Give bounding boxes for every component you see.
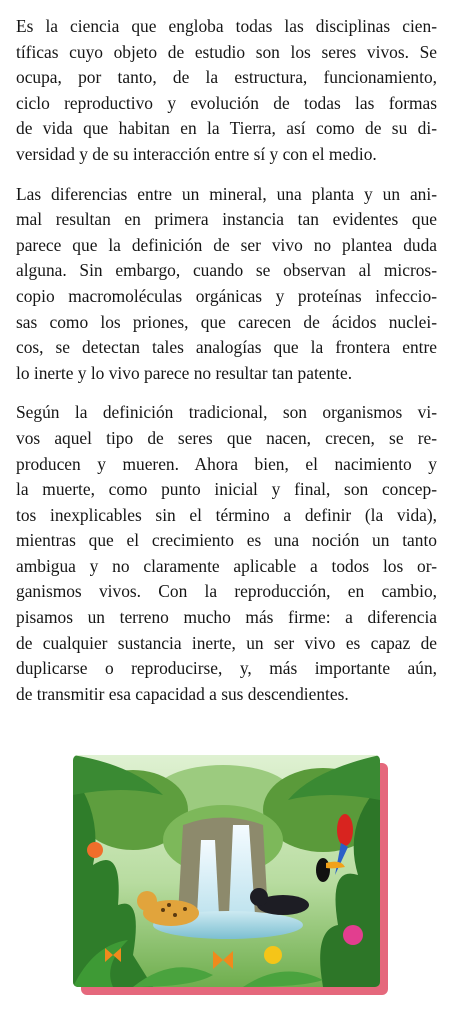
paragraph-3: [16, 400, 437, 707]
text-line: mientras que el crecimiento es una noción un tanto: [16, 530, 437, 551]
text-line: versidad y de su interacción entre sí y con el medio.: [16, 143, 377, 164]
text-line: Las diferencias entre un mineral, una planta y un ani-: [16, 183, 437, 204]
text-line: de vida que habitan en la Tierra, así como de su di-: [16, 118, 437, 139]
text-line: sas como los priones, que carecen de ácidos nuclei-: [16, 311, 437, 332]
text-line: duplicarse o reproducirse, y, más importante aún,: [16, 658, 437, 679]
text-line: pisamos un terreno mucho más firme: a diferencia: [16, 607, 437, 628]
text-line: lo inerte y lo vivo parece no resultar tan patente.: [16, 362, 353, 383]
body-text: [16, 14, 437, 721]
jungle-scene-image: [73, 755, 380, 987]
text-line: parece que la definición de ser vivo no plantea duda: [16, 234, 437, 255]
text-line: copio macromoléculas orgánicas y proteínas infeccio-: [16, 285, 437, 306]
text-line: ganismos vivos. Con la reproducción, en cambio,: [16, 581, 437, 602]
text-line: de transmitir esa capacidad a sus descendientes.: [16, 683, 349, 704]
text-line: la muerte, como punto inicial y final, son concep-: [16, 479, 437, 500]
jungle-scene-graphic: [73, 755, 380, 987]
text-line: ciclo reproductivo y evolución de todas las formas: [16, 92, 437, 113]
text-line: Es la ciencia que engloba todas las disciplinas cien-: [16, 16, 437, 36]
text-line: ambigua y no claramente aplicable a todos los or-: [16, 555, 437, 576]
text-line: vos aquel tipo de seres que nacen, crecen, se re-: [16, 427, 437, 448]
text-line: cos, se detectan tales analogías que la frontera entre: [16, 337, 437, 358]
text-line: Según la definición tradicional, son organismos vi-: [16, 402, 437, 423]
paragraph-1: [16, 14, 437, 168]
text-line: de cualquier sustancia inerte, un ser vivo es capaz de: [16, 632, 437, 653]
text-line: tos inexplicables sin el término a definir (la vida),: [16, 504, 437, 525]
paragraph-2: [16, 182, 437, 387]
jungle-illustration: [73, 755, 380, 987]
text-line: producen y mueren. Ahora bien, el nacimiento y: [16, 453, 437, 474]
text-line: mal resultan en primera instancia tan evidentes que: [16, 209, 437, 230]
text-line: tíficas cuyo objeto de estudio son los seres vivos. Se: [16, 41, 437, 62]
text-line: alguna. Sin embargo, cuando se observan al micros-: [16, 260, 437, 281]
text-line: ocupa, por tanto, de la estructura, funcionamiento,: [16, 67, 437, 88]
